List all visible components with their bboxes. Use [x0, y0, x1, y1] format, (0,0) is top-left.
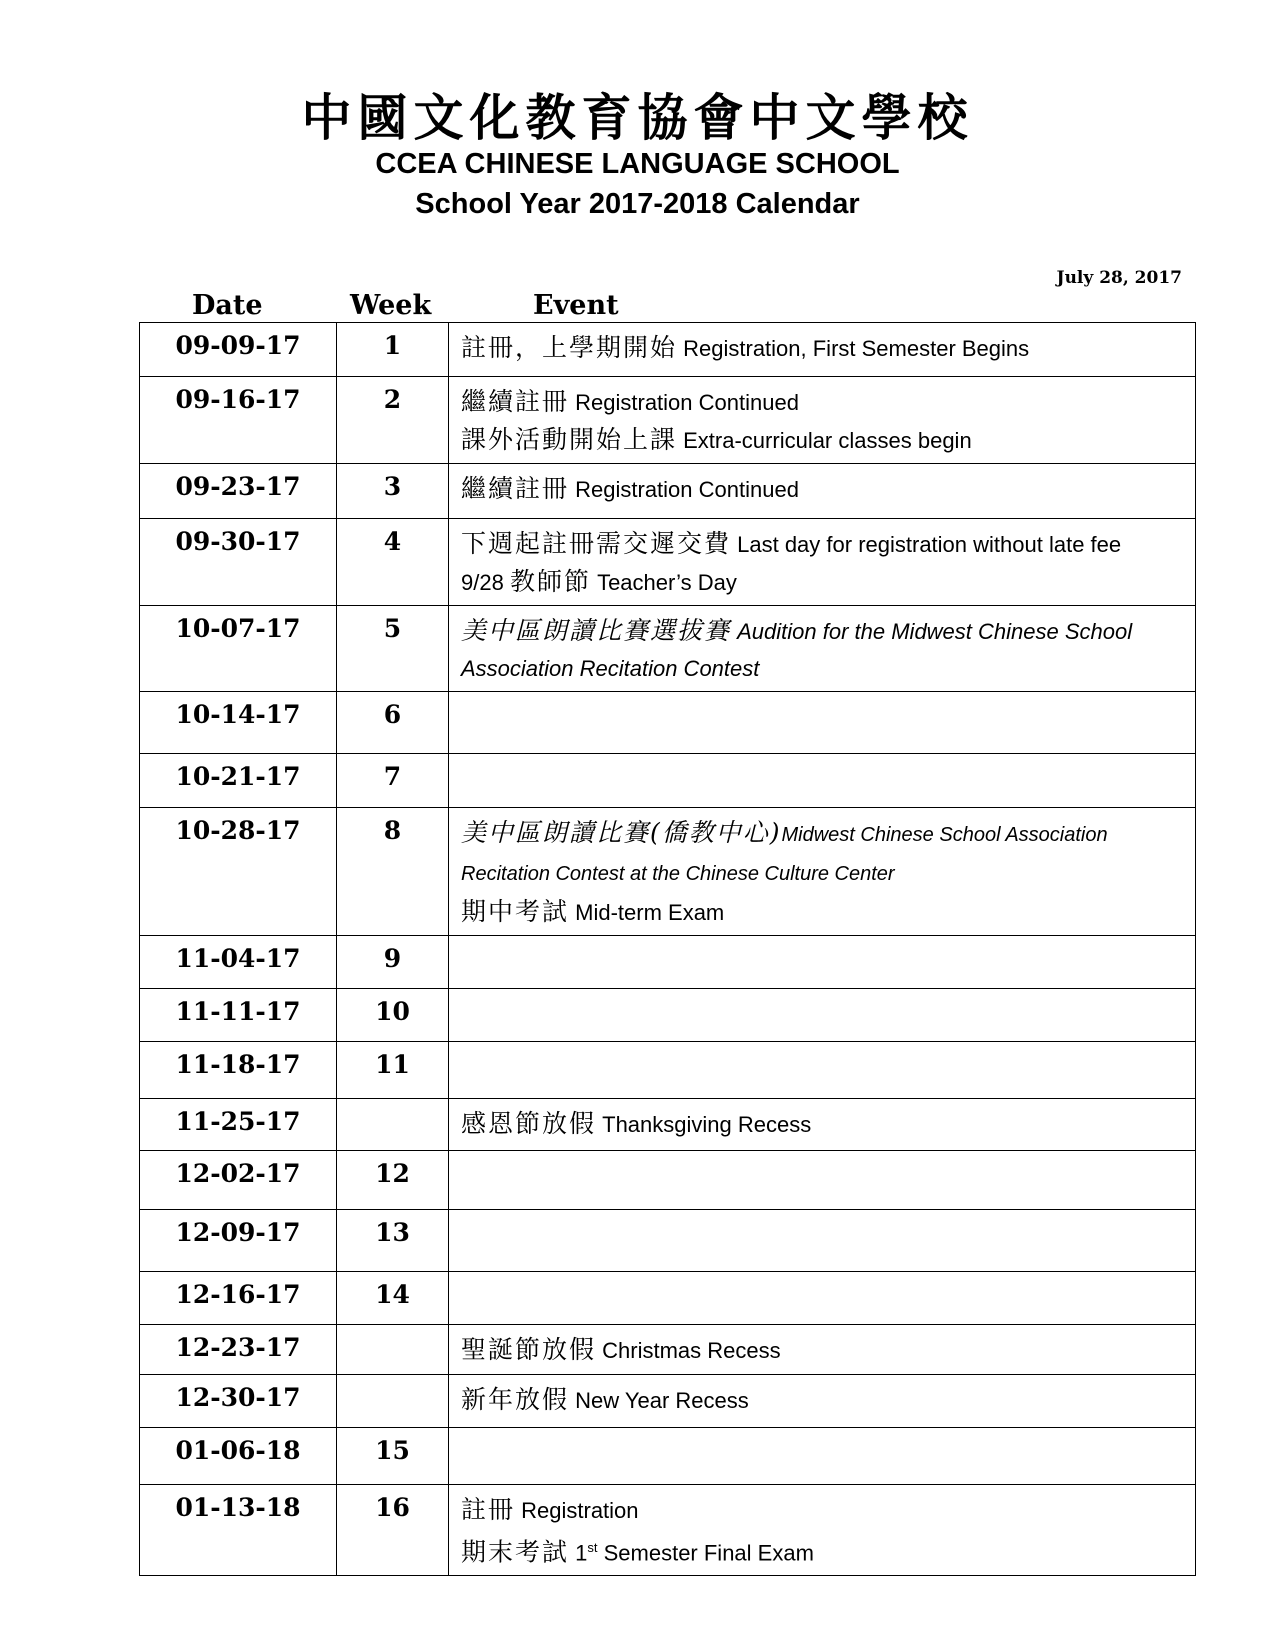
- event-text-chinese: 教師節: [509, 567, 591, 596]
- row-event: [449, 754, 1196, 808]
- row-week: 10: [337, 989, 449, 1042]
- event-line: [461, 470, 1185, 508]
- event-line: [461, 1105, 1185, 1143]
- row-week: 13: [337, 1210, 449, 1272]
- event-text-english: Christmas Recess: [596, 1338, 781, 1363]
- row-date: 10-14-17: [140, 692, 337, 754]
- calendar-row: [140, 464, 1196, 519]
- event-text-english: Recitation Contest at the Chinese Culture Center: [461, 863, 895, 885]
- row-week: 9: [337, 936, 449, 989]
- calendar-row: [140, 377, 1196, 464]
- event-text-english: 1: [569, 1540, 588, 1566]
- row-event: [449, 606, 1196, 692]
- row-event: [449, 323, 1196, 377]
- calendar-row: [140, 808, 1196, 936]
- event-text-english: st: [587, 1540, 598, 1555]
- row-date: 10-28-17: [140, 808, 337, 936]
- row-date: 10-21-17: [140, 754, 337, 808]
- event-text-english: Mid-term Exam: [569, 900, 725, 925]
- event-text-chinese: 期中考試: [461, 897, 570, 926]
- event-text-chinese: 繼續註冊: [461, 387, 570, 416]
- row-week: 3: [337, 464, 449, 519]
- event-text-english: Registration: [515, 1498, 639, 1523]
- row-date: 11-25-17: [140, 1099, 337, 1151]
- event-text-english: Audition for the Midwest Chinese School: [731, 619, 1133, 644]
- calendar-row: [140, 754, 1196, 808]
- event-text-english: Registration, First Semester Begins: [677, 336, 1030, 361]
- row-event: [449, 519, 1196, 606]
- row-date: 12-02-17: [140, 1151, 337, 1210]
- event-line: [461, 1331, 1185, 1369]
- row-event: [449, 1428, 1196, 1485]
- row-event: [449, 1485, 1196, 1576]
- event-line: [461, 893, 1185, 931]
- row-week: 15: [337, 1428, 449, 1485]
- row-event: [449, 1042, 1196, 1099]
- row-week: 2: [337, 377, 449, 464]
- row-week: 16: [337, 1485, 449, 1576]
- event-text-english: New Year Recess: [569, 1388, 749, 1413]
- event-line: [461, 1491, 1185, 1529]
- event-text-chinese: 聖誕節放假: [461, 1335, 597, 1364]
- event-line: [461, 650, 1185, 687]
- calendar-row: [140, 1325, 1196, 1375]
- row-event: [449, 1151, 1196, 1210]
- row-date: 11-04-17: [140, 936, 337, 989]
- row-week: 7: [337, 754, 449, 808]
- row-event: [449, 936, 1196, 989]
- row-date: 09-23-17: [140, 464, 337, 519]
- event-line: [461, 612, 1185, 650]
- row-date: 01-06-18: [140, 1428, 337, 1485]
- event-text-chinese: 美中區朗讀比賽選拔賽: [461, 616, 732, 645]
- row-date: 01-13-18: [140, 1485, 337, 1576]
- row-event: [449, 1099, 1196, 1151]
- event-text-chinese: 下週起註冊需交遲交費: [461, 529, 732, 558]
- school-title-chinese: 中國文化教育協會中文學校: [301, 88, 974, 147]
- row-event: [449, 692, 1196, 754]
- row-week: [337, 1325, 449, 1375]
- calendar-title: School Year 2017-2018 Calendar: [415, 188, 860, 220]
- calendar-row: [140, 1375, 1196, 1428]
- calendar-row: [140, 989, 1196, 1042]
- row-date: 09-16-17: [140, 377, 337, 464]
- row-date: 12-09-17: [140, 1210, 337, 1272]
- calendar-row: [140, 1042, 1196, 1099]
- event-line: [461, 1529, 1185, 1571]
- event-text-english: Registration Continued: [569, 390, 799, 415]
- event-line: [461, 421, 1185, 459]
- row-week: [337, 1099, 449, 1151]
- calendar-row: [140, 1151, 1196, 1210]
- event-text-chinese: 註冊，上學期開始: [461, 333, 678, 362]
- event-line: [461, 814, 1185, 854]
- event-text-chinese: 註冊: [461, 1495, 516, 1524]
- row-date: 11-18-17: [140, 1042, 337, 1099]
- row-event: [449, 989, 1196, 1042]
- revision-date: July 28, 2017: [1056, 268, 1182, 288]
- event-text-english: Semester Final Exam: [597, 1540, 814, 1566]
- calendar-table: [139, 322, 1196, 1576]
- row-week: 8: [337, 808, 449, 936]
- row-week: 1: [337, 323, 449, 377]
- event-line: [461, 329, 1185, 367]
- row-event: [449, 464, 1196, 519]
- row-week: 12: [337, 1151, 449, 1210]
- row-event: [449, 1375, 1196, 1428]
- calendar-row: [140, 323, 1196, 377]
- calendar-row: [140, 1210, 1196, 1272]
- row-event: [449, 377, 1196, 464]
- row-week: 11: [337, 1042, 449, 1099]
- calendar-row: [140, 519, 1196, 606]
- calendar-row: [140, 606, 1196, 692]
- event-text-chinese: 課外活動開始上課: [461, 425, 678, 454]
- row-week: 14: [337, 1272, 449, 1325]
- calendar-row: [140, 1428, 1196, 1485]
- event-text-english: Extra-curricular classes begin: [677, 428, 972, 453]
- row-date: 10-07-17: [140, 606, 337, 692]
- calendar-row: [140, 1099, 1196, 1151]
- row-date: 11-11-17: [140, 989, 337, 1042]
- event-text-chinese: 新年放假: [461, 1385, 570, 1414]
- event-text-english: Thanksgiving Recess: [596, 1112, 812, 1137]
- row-date: 12-23-17: [140, 1325, 337, 1375]
- row-date: 09-09-17: [140, 323, 337, 377]
- event-text-english: Last day for registration without late fee: [731, 532, 1122, 557]
- calendar-row: [140, 936, 1196, 989]
- event-line: [461, 854, 1185, 893]
- event-text-chinese: 期末考試: [461, 1537, 570, 1567]
- column-header-week: Week: [350, 290, 432, 321]
- calendar-row: [140, 1485, 1196, 1576]
- row-date: 12-30-17: [140, 1375, 337, 1428]
- event-line: [461, 563, 1185, 601]
- event-line: [461, 383, 1185, 421]
- row-event: [449, 808, 1196, 936]
- event-text-chinese: 美中區朗讀比賽(僑教中心): [461, 818, 782, 847]
- row-week: 6: [337, 692, 449, 754]
- event-text-chinese: 繼續註冊: [461, 474, 570, 503]
- row-week: 4: [337, 519, 449, 606]
- event-text-english: 9/28: [461, 570, 510, 595]
- calendar-row: [140, 692, 1196, 754]
- row-week: 5: [337, 606, 449, 692]
- row-date: 12-16-17: [140, 1272, 337, 1325]
- row-event: [449, 1325, 1196, 1375]
- event-text-english: Association Recitation Contest: [461, 656, 760, 681]
- school-title-english: CCEA CHINESE LANGUAGE SCHOOL: [375, 148, 900, 180]
- event-line: [461, 1381, 1185, 1419]
- row-event: [449, 1210, 1196, 1272]
- calendar-row: [140, 1272, 1196, 1325]
- event-line: [461, 525, 1185, 563]
- event-text-chinese: 感恩節放假: [461, 1109, 597, 1138]
- event-text-english: Registration Continued: [569, 477, 799, 502]
- row-event: [449, 1272, 1196, 1325]
- column-header-date: Date: [192, 290, 263, 321]
- column-header-event: Event: [533, 290, 619, 321]
- event-text-english: Teacher’s Day: [590, 570, 737, 595]
- calendar-body: [140, 323, 1196, 1576]
- row-week: [337, 1375, 449, 1428]
- row-date: 09-30-17: [140, 519, 337, 606]
- event-text-english: Midwest Chinese School Association: [781, 824, 1108, 846]
